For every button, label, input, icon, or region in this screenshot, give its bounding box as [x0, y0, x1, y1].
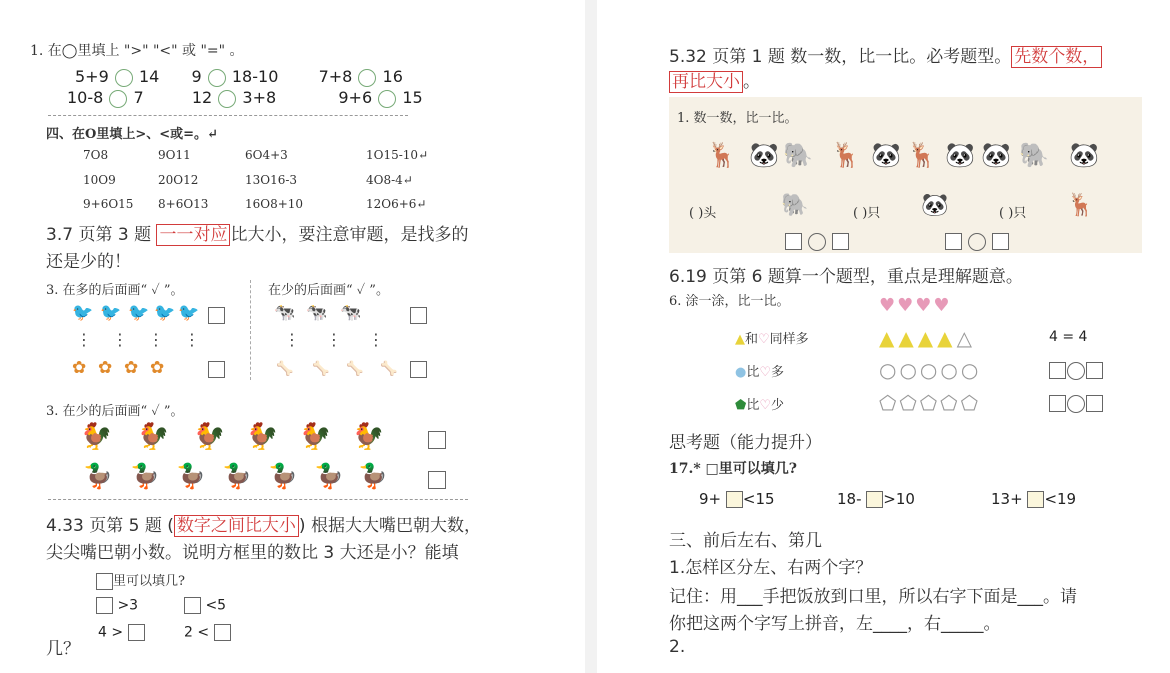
check-box[interactable] [410, 361, 427, 378]
bone-icon: 🦴 [276, 361, 294, 377]
rooster-icon: 🐓 [352, 422, 385, 452]
heart-icon: ♡ [758, 332, 770, 347]
divider [250, 280, 251, 380]
answer-circle[interactable] [1067, 395, 1085, 413]
pentagon-icon[interactable]: ⬠ [899, 391, 920, 415]
q4-item: 9+6O15 [83, 197, 134, 211]
heart-icon: ♥ [933, 295, 952, 316]
answer-circle[interactable] [378, 90, 396, 108]
triangle-icon[interactable]: ▲ [917, 326, 938, 350]
elephant-icon: 🐘 [1019, 141, 1049, 169]
pentagon-icon[interactable]: ⬠ [960, 391, 981, 415]
triangle-icon[interactable]: ▲ [898, 326, 918, 350]
q4-title: 四、在O里填上>、<或=。↵ [46, 127, 218, 142]
flower-icon: ✿ [150, 358, 165, 378]
right-page [597, 0, 1170, 673]
answer-box[interactable] [832, 233, 849, 250]
panda-icon: 🐼 [921, 193, 949, 218]
cow-icon: 🐄 [340, 303, 362, 323]
triangle-icon: ▲ [735, 332, 745, 347]
q5-item: >3 [96, 597, 138, 614]
triangles-row [879, 326, 976, 350]
q1-row-2: 10-8 7 12 3+8 9+6 15 [67, 88, 423, 107]
note-4-33: 4.33 页第 5 题 ( 数字之间比大小 ) 根据大大嘴巴朝大数， [46, 516, 481, 536]
q5-item: 2 < [184, 624, 231, 641]
cow-icon: 🐄 [306, 303, 328, 323]
q5-title: 里可以填几? [96, 570, 185, 590]
bird-icon: 🐦 [72, 303, 94, 323]
q4-item: 4O8-4↵ [366, 173, 413, 187]
panda-icon: 🐼 [981, 141, 1011, 169]
q3a-right-title: 在少的后面画“ ✓ ”。 [268, 283, 389, 298]
q17-item: 9+ <15 [699, 490, 775, 508]
panda-icon: 🐼 [749, 141, 779, 169]
q1-title: 1. 数一数，比一比。 [677, 111, 798, 126]
note-6-19: 6.19 页第 6 题算一个题型，重点是理解题意。 [669, 267, 1023, 287]
highlight-one-to-one: 一一对应 [156, 224, 230, 246]
q17-item: 18- >10 [837, 490, 915, 508]
answer-box[interactable] [1049, 395, 1066, 412]
cow-icon: 🐄 [274, 303, 296, 323]
circles-row [879, 358, 981, 382]
note-3-7: 3.7 页第 3 题 一一对应 比大小，要注意审题，是找多的 [46, 225, 469, 245]
note-4-33-line3: 几？ [46, 639, 80, 659]
highlight-then-compare: 再比大小 [669, 71, 743, 93]
q4-item: 1O15-10↵ [366, 148, 429, 162]
answer-circle[interactable] [1067, 362, 1085, 380]
flower-icon: ✿ [72, 358, 87, 378]
deer-icon: 🦌 [831, 141, 861, 169]
duck-icon: 🦆 [83, 462, 113, 490]
sec3-q1: 1.怎样区分左、右两个字？ [669, 558, 873, 578]
triangle-icon[interactable]: ▲ [879, 326, 899, 350]
rooster-icon: 🐓 [137, 422, 170, 452]
rooster-icon: 🐓 [299, 422, 332, 452]
q6-row-3: ⬟比♡少 [735, 398, 784, 413]
heart-icon: ♥ [897, 295, 916, 316]
q3b-title: 3. 在少的后面画“ ✓ ”。 [46, 404, 184, 419]
heart-icon: ♥ [879, 295, 898, 316]
answer-box[interactable] [128, 624, 145, 641]
panda-icon: 🐼 [871, 141, 901, 169]
circle-icon[interactable]: ○ [940, 358, 961, 382]
q4-item: 13O16-3 [245, 173, 298, 187]
compare-boxes [945, 231, 1009, 251]
q17-item: 13+ <19 [991, 490, 1077, 508]
answer-circle[interactable] [808, 233, 826, 251]
duck-icon: 🦆 [176, 462, 206, 490]
q4-item: 8+6O13 [158, 197, 209, 211]
rooster-icon: 🐓 [193, 422, 226, 452]
answer-box[interactable] [96, 573, 113, 590]
pentagons-row [879, 391, 981, 415]
pentagon-icon: ⬟ [735, 398, 747, 413]
blank-deer: ( )只 [999, 206, 1027, 221]
answer-box[interactable] [726, 491, 743, 508]
answer-box[interactable] [1086, 362, 1103, 379]
compare-boxes [1049, 393, 1103, 413]
pentagon-icon[interactable]: ⬠ [879, 391, 900, 415]
blank-elephants: ( )头 [689, 206, 717, 221]
answer-box[interactable] [1086, 395, 1103, 412]
panda-icon: 🐼 [945, 141, 975, 169]
flower-icon: ✿ [98, 358, 113, 378]
rooster-icon: 🐓 [80, 422, 113, 452]
bird-icon: 🐦 [178, 303, 200, 323]
rooster-icon: 🐓 [246, 422, 279, 452]
circle-icon[interactable]: ○ [960, 358, 982, 382]
bird-icon: 🐦 [154, 303, 176, 323]
think-title: 思考题（能力提升） [669, 433, 822, 453]
q4-item: 16O8+10 [245, 197, 304, 211]
compare-boxes [1049, 360, 1103, 380]
answer-circle[interactable] [968, 233, 986, 251]
q4-item: 20O12 [158, 173, 199, 187]
answer-box[interactable] [214, 624, 231, 641]
answer-box[interactable] [945, 233, 962, 250]
q4-item: 6O4+3 [245, 148, 288, 162]
answer-circle[interactable] [208, 69, 226, 87]
duck-icon: 🦆 [314, 462, 344, 490]
duck-icon: 🦆 [268, 462, 298, 490]
circle-icon[interactable]: ○ [919, 358, 941, 382]
bone-icon: 🦴 [312, 361, 330, 377]
q4-item: 7O8 [83, 148, 109, 162]
answer-box[interactable] [1049, 362, 1066, 379]
q4-item: 10O9 [83, 173, 116, 187]
blank-pandas: ( )只 [853, 206, 881, 221]
q17-title: 17.* □里可以填几? [669, 461, 797, 477]
answer-box[interactable] [866, 491, 883, 508]
divider [48, 115, 408, 116]
deer-icon: 🦌 [1067, 193, 1095, 218]
circle-icon[interactable]: ○ [899, 358, 920, 382]
hearts-row [879, 295, 952, 316]
divider [48, 499, 468, 500]
q3a-left-title: 3. 在多的后面画“ ✓ ”。 [46, 283, 184, 298]
highlight-compare: 数字之间比大小 [174, 515, 299, 537]
answer-box[interactable] [184, 597, 201, 614]
answer-circle[interactable] [218, 90, 236, 108]
sec3-q2: 2. [669, 637, 686, 657]
deer-icon: 🦌 [907, 141, 937, 169]
q5-item: 4 > [98, 624, 145, 641]
elephant-icon: 🐘 [781, 193, 809, 218]
q4-item: 12O6+6↵ [366, 197, 427, 211]
q1-title: 1. 在◯里填上 ">" "<" 或 "=" 。 [30, 43, 244, 59]
highlight-count-first: 先数个数， [1011, 46, 1102, 68]
note-4-33-line2: 尖尖嘴巴朝小数。说明方框里的数比 3 大还是小？能填 [46, 543, 459, 563]
answer-box[interactable] [96, 597, 113, 614]
q6-row-2: ●比♡多 [735, 365, 785, 380]
elephant-icon: 🐘 [783, 141, 813, 169]
triangle-icon[interactable]: △ [956, 326, 976, 350]
duck-icon: 🦆 [358, 462, 388, 490]
bird-icon: 🐦 [100, 303, 122, 323]
check-box[interactable] [208, 361, 225, 378]
check-box[interactable] [428, 431, 446, 449]
bird-icon: 🐦 [128, 303, 150, 323]
sec3-remember: 记住：用___手把饭放到口里，所以右字下面是___。请 [669, 587, 1077, 607]
bone-icon: 🦴 [346, 361, 364, 377]
pentagon-icon[interactable]: ⬠ [940, 391, 961, 415]
sec3-line2: 你把这两个字写上拼音，左____，右_____。 [669, 614, 1001, 634]
q6-title: 6. 涂一涂，比一比。 [669, 294, 790, 309]
heart-icon: ♡ [759, 365, 772, 380]
circle-icon: ● [735, 365, 747, 380]
compare-boxes [785, 231, 849, 251]
pentagon-icon[interactable]: ⬠ [919, 391, 941, 415]
dots-row: ⋮⋮⋮⋮ [76, 330, 220, 349]
q4-item: 9O11 [158, 148, 191, 162]
answer-box[interactable] [785, 233, 802, 250]
triangle-icon[interactable]: ▲ [937, 326, 957, 350]
section-3-title: 三、前后左右、第几 [669, 531, 822, 551]
answer-circle[interactable] [115, 69, 133, 87]
count-compare-illustration [669, 97, 1142, 253]
answer-box[interactable] [992, 233, 1009, 250]
q6-row-1: ▲和♡同样多 [735, 332, 809, 347]
answer-box[interactable] [1027, 491, 1044, 508]
heart-icon: ♥ [915, 295, 934, 316]
note-5-32: 5.32 页第 1 题 数一数，比一比。必考题型。 先数个数， [669, 42, 1102, 67]
answer-circle[interactable] [358, 69, 376, 87]
panda-icon: 🐼 [1069, 141, 1099, 169]
duck-icon: 🦆 [222, 462, 252, 490]
q5-item: <5 [184, 597, 226, 614]
check-box[interactable] [208, 307, 225, 324]
answer-circle[interactable] [109, 90, 127, 108]
bone-icon: 🦴 [380, 361, 398, 377]
circle-icon[interactable]: ○ [879, 358, 900, 382]
heart-icon: ♡ [759, 398, 771, 413]
dots-row: ⋮⋮⋮ [284, 330, 410, 349]
flower-icon: ✿ [124, 358, 139, 378]
q1-row-1: 5+9 14 9 18-10 7+8 16 [75, 67, 403, 86]
note-3-7-line2: 还是少的！ [46, 252, 131, 272]
check-box[interactable] [410, 307, 427, 324]
deer-icon: 🦌 [707, 141, 737, 169]
check-box[interactable] [428, 471, 446, 489]
duck-icon: 🦆 [130, 462, 160, 490]
note-5-32-line2: 再比大小 。 [669, 67, 760, 92]
q6-row-1-result: 4 = 4 [1049, 329, 1088, 345]
